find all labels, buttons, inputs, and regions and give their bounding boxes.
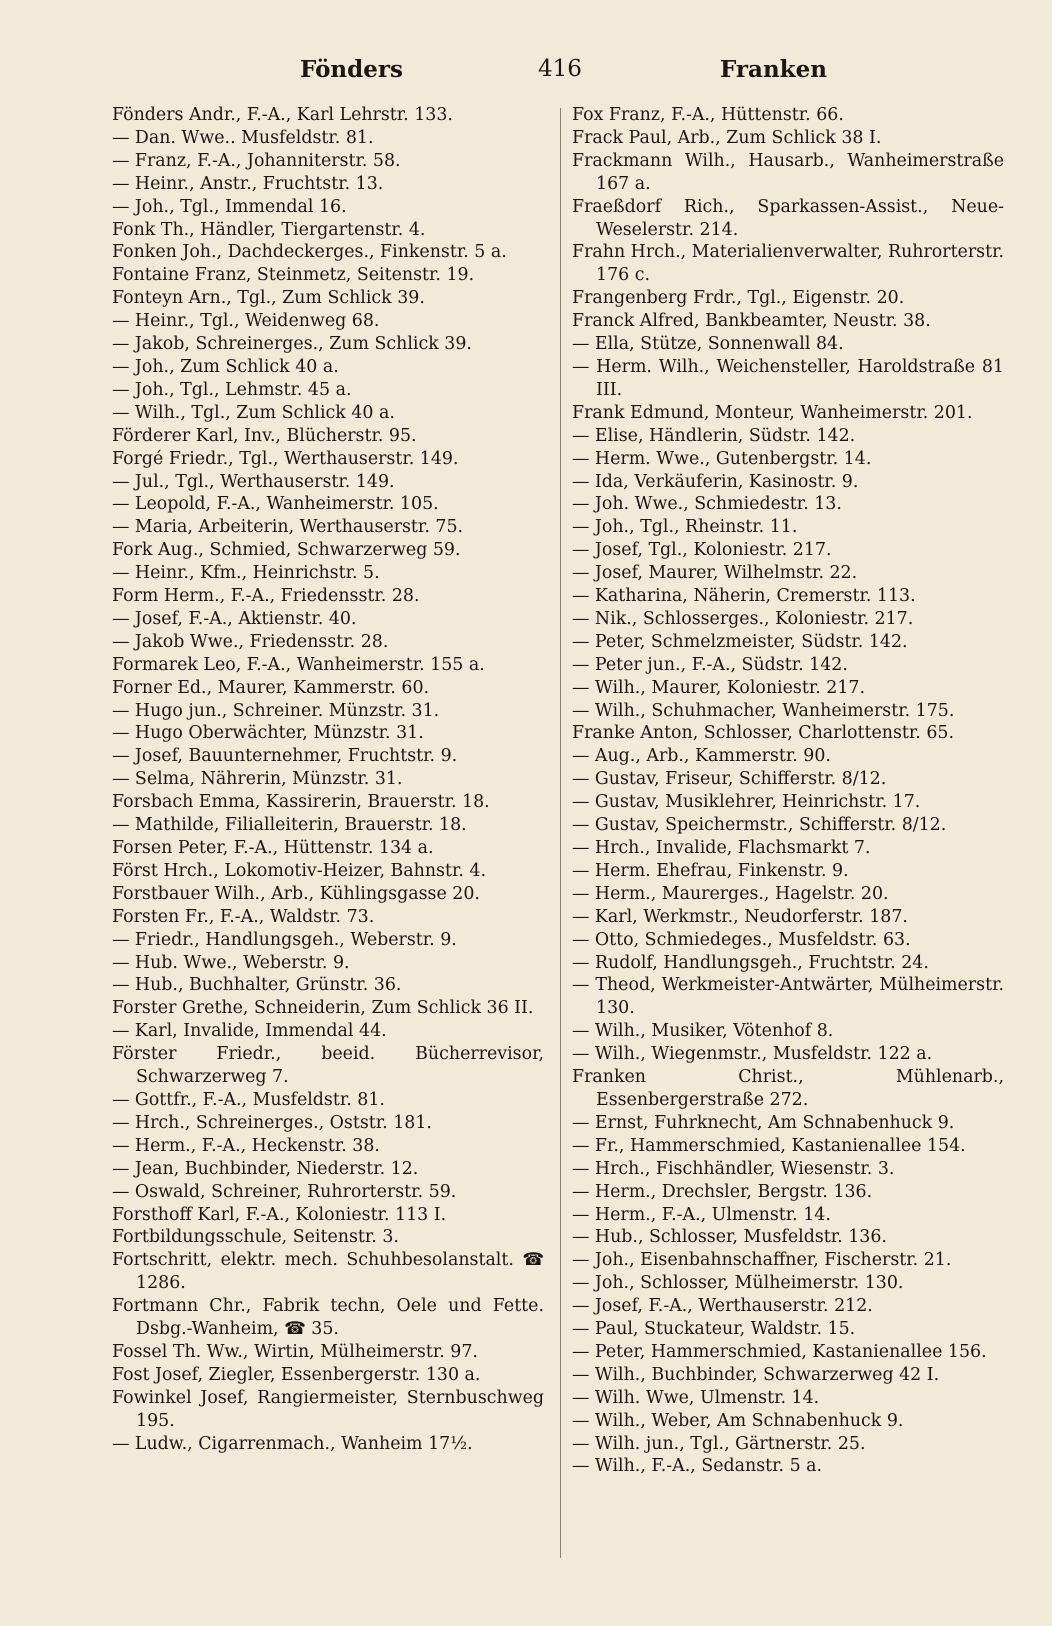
directory-entry: Förster Friedr., beeid. Bücherrevisor, Schwarzerweg 7. <box>112 1044 544 1088</box>
page-header <box>0 56 1052 96</box>
right-column <box>572 104 1004 1478</box>
header-right-keyword: Franken <box>720 56 827 83</box>
header-left-keyword: Fönders <box>300 56 403 83</box>
directory-entry: — Herm. Wwe., Gutenbergstr. 14. <box>572 448 872 469</box>
directory-entry: — Nik., Schlosserges., Koloniestr. 217. <box>572 608 914 629</box>
directory-entry: — Dan. Wwe.. Musfeldstr. 81. <box>112 127 374 148</box>
directory-entry: — Ella, Stütze, Sonnenwall 84. <box>572 334 844 355</box>
directory-entry: Förderer Karl, Inv., Blücherstr. 95. <box>112 425 417 446</box>
directory-entry: Fost Josef, Ziegler, Essenbergerstr. 130 a. <box>112 1364 481 1385</box>
directory-entry: — Herm., Maurerges., Hagelstr. 20. <box>572 883 889 904</box>
directory-entry: Fraeßdorf Rich., Sparkassen-Assist., Neue-Weselerstr. 214. <box>572 196 1004 240</box>
directory-entry: — Heinr., Kfm., Heinrichstr. 5. <box>112 563 380 584</box>
directory-entry: — Hugo Oberwächter, Münzstr. 31. <box>112 723 424 744</box>
directory-entry: — Gustav, Speichermstr., Schifferstr. 8/12. <box>572 815 947 836</box>
directory-entry: — Heinr., Anstr., Fruchtstr. 13. <box>112 173 384 194</box>
directory-entry: Fowinkel Josef, Rangiermeister, Sternbuschweg 195. <box>112 1387 544 1431</box>
directory-entry: Forsbach Emma, Kassirerin, Brauerstr. 18. <box>112 792 490 813</box>
directory-entry: Forsten Fr., F.-A., Waldstr. 73. <box>112 906 375 927</box>
directory-entry: — Maria, Arbeiterin, Werthauserstr. 75. <box>112 517 464 538</box>
directory-entry: — Katharina, Näherin, Cremerstr. 113. <box>572 586 916 607</box>
directory-entry: Forsthoff Karl, F.-A., Koloniestr. 113 I. <box>112 1204 447 1225</box>
directory-entry: — Hub., Schlosser, Musfeldstr. 136. <box>572 1227 887 1248</box>
directory-entry: — Fr., Hammerschmied, Kastanienallee 154. <box>572 1135 966 1156</box>
directory-entry: Fortschritt, elektr. mech. Schuhbesolanstalt. ☎ 1286. <box>112 1250 544 1294</box>
directory-entry: — Ernst, Fuhrknecht, Am Schnabenhuck 9. <box>572 1112 955 1133</box>
directory-entry: Fonteyn Arn., Tgl., Zum Schlick 39. <box>112 288 425 309</box>
directory-entry: — Rudolf, Handlungsgeh., Fruchtstr. 24. <box>572 952 929 973</box>
directory-entry: — Aug., Arb., Kammerstr. 90. <box>572 746 831 767</box>
directory-entry: — Wilh. Wwe, Ulmenstr. 14. <box>572 1387 820 1408</box>
directory-entry: — Josef, F.-A., Werthauserstr. 212. <box>572 1296 873 1317</box>
directory-entry: — Friedr., Handlungsgeh., Weberstr. 9. <box>112 929 457 950</box>
directory-entry: — Wilh., Schuhmacher, Wanheimerstr. 175. <box>572 700 955 721</box>
directory-entry: Form Herm., F.-A., Friedensstr. 28. <box>112 586 420 607</box>
directory-entry: Fortbildungsschule, Seitenstr. 3. <box>112 1227 399 1248</box>
directory-entry: Fossel Th. Ww., Wirtin, Mülheimerstr. 97. <box>112 1341 478 1362</box>
page-number: 416 <box>538 56 582 82</box>
directory-entry: — Hub., Buchhalter, Grünstr. 36. <box>112 975 402 996</box>
directory-entry: Först Hrch., Lokomotiv-Heizer, Bahnstr. 4. <box>112 860 487 881</box>
directory-entry: — Gustav, Musiklehrer, Heinrichstr. 17. <box>572 792 921 813</box>
directory-entry: — Elise, Händlerin, Südstr. 142. <box>572 425 856 446</box>
directory-entry: — Franz, F.-A., Johanniterstr. 58. <box>112 150 401 171</box>
directory-entry: — Peter jun., F.-A., Südstr. 142. <box>572 654 848 675</box>
directory-entry: — Herm., F.-A., Heckenstr. 38. <box>112 1135 380 1156</box>
directory-entry: — Otto, Schmiedeges., Musfeldstr. 63. <box>572 929 911 950</box>
directory-entry: — Wilh. jun., Tgl., Gärtnerstr. 25. <box>572 1433 866 1454</box>
directory-entry: — Jul., Tgl., Werthauserstr. 149. <box>112 471 395 492</box>
column-divider <box>560 108 561 1558</box>
directory-entry: — Joh., Tgl., Lehmstr. 45 a. <box>112 379 352 400</box>
directory-entry: — Joh., Zum Schlick 40 a. <box>112 356 339 377</box>
directory-entry: — Karl, Werkmstr., Neudorferstr. 187. <box>572 906 908 927</box>
directory-entry: — Hub. Wwe., Weberstr. 9. <box>112 952 350 973</box>
directory-entry: — Wilh., Buchbinder, Schwarzerweg 42 I. <box>572 1364 940 1385</box>
directory-entry: — Joh., Schlosser, Mülheimerstr. 130. <box>572 1273 904 1294</box>
directory-entry: Fork Aug., Schmied, Schwarzerweg 59. <box>112 540 461 561</box>
directory-entry: Fox Franz, F.-A., Hüttenstr. 66. <box>572 105 844 125</box>
directory-entry: — Oswald, Schreiner, Ruhrorterstr. 59. <box>112 1181 457 1202</box>
directory-entry: — Karl, Invalide, Immendal 44. <box>112 1021 387 1042</box>
directory-entry: — Theod, Werkmeister-Antwärter, Mülheimerstr. 130. <box>572 975 1004 1019</box>
directory-entry: — Mathilde, Filialleiterin, Brauerstr. 18. <box>112 815 467 836</box>
directory-entry: — Herm. Wilh., Weichensteller, Haroldstraße 81 III. <box>572 356 1004 400</box>
directory-entry: — Gustav, Friseur, Schifferstr. 8/12. <box>572 769 887 790</box>
directory-entry: Franke Anton, Schlosser, Charlottenstr. 65. <box>572 723 954 744</box>
directory-entry: Forner Ed., Maurer, Kammerstr. 60. <box>112 677 430 698</box>
directory-entry: — Wilh., Weber, Am Schnabenhuck 9. <box>572 1410 904 1431</box>
directory-entry: — Jakob Wwe., Friedensstr. 28. <box>112 631 389 652</box>
directory-entry: Formarek Leo, F.-A., Wanheimerstr. 155 a. <box>112 654 485 675</box>
directory-entry: — Gottfr., F.-A., Musfeldstr. 81. <box>112 1089 385 1110</box>
directory-entry: — Wilh., Tgl., Zum Schlick 40 a. <box>112 402 395 423</box>
directory-entry: Franck Alfred, Bankbeamter, Neustr. 38. <box>572 311 931 332</box>
directory-entry: Fontaine Franz, Steinmetz, Seitenstr. 19. <box>112 265 475 286</box>
directory-entry: Fonk Th., Händler, Tiergartenstr. 4. <box>112 219 426 240</box>
directory-entry: — Jakob, Schreinerges., Zum Schlick 39. <box>112 334 472 355</box>
directory-entry: — Josef, Bauunternehmer, Fruchtstr. 9. <box>112 746 458 767</box>
directory-entry: — Herm. Ehefrau, Finkenstr. 9. <box>572 860 849 881</box>
directory-entry: — Peter, Hammerschmied, Kastanienallee 156. <box>572 1341 987 1362</box>
directory-entry: — Paul, Stuckateur, Waldstr. 15. <box>572 1319 856 1340</box>
directory-entry: Forster Grethe, Schneiderin, Zum Schlick 36 II. <box>112 998 534 1019</box>
directory-entry: — Josef, F.-A., Aktienstr. 40. <box>112 608 357 629</box>
directory-entry: — Wilh., Musiker, Vötenhof 8. <box>572 1021 834 1042</box>
directory-entry: — Joh., Tgl., Immendal 16. <box>112 196 347 217</box>
directory-entry: — Wilh., Maurer, Koloniestr. 217. <box>572 677 866 698</box>
directory-entry: Fonken Joh., Dachdeckerges., Finkenstr. 5 a. <box>112 242 507 263</box>
directory-entry: — Leopold, F.-A., Wanheimerstr. 105. <box>112 494 439 515</box>
directory-entry: Frangenberg Frdr., Tgl., Eigenstr. 20. <box>572 288 905 309</box>
directory-entry: — Wilh., F.-A., Sedanstr. 5 a. <box>572 1456 823 1477</box>
directory-entry: — Ludw., Cigarrenmach., Wanheim 17½. <box>112 1433 473 1454</box>
directory-entry: — Jean, Buchbinder, Niederstr. 12. <box>112 1158 419 1179</box>
directory-entry: — Joh. Wwe., Schmiedestr. 13. <box>572 494 842 515</box>
directory-entry: — Herm., F.-A., Ulmenstr. 14. <box>572 1204 831 1225</box>
directory-entry: — Josef, Maurer, Wilhelmstr. 22. <box>572 563 858 584</box>
directory-entry: Fönders Andr., F.-A., Karl Lehrstr. 133. <box>112 105 453 125</box>
directory-entry: Forsen Peter, F.-A., Hüttenstr. 134 a. <box>112 838 434 858</box>
directory-entry: — Selma, Nährerin, Münzstr. 31. <box>112 769 403 790</box>
directory-entry: Fortmann Chr., Fabrik techn, Oele und Fette. Dsbg.-Wanheim, ☎ 35. <box>112 1296 544 1340</box>
directory-entry: — Hugo jun., Schreiner. Münzstr. 31. <box>112 700 440 721</box>
directory-entry: — Hrch., Schreinerges., Oststr. 181. <box>112 1112 432 1133</box>
directory-entry: Frackmann Wilh., Hausarb., Wanheimerstraße 167 a. <box>572 150 1004 194</box>
directory-entry: — Herm., Drechsler, Bergstr. 136. <box>572 1181 873 1202</box>
directory-entry: Forstbauer Wilh., Arb., Kühlingsgasse 20. <box>112 883 480 904</box>
directory-entry: Frank Edmund, Monteur, Wanheimerstr. 201. <box>572 402 973 423</box>
directory-entry: — Ida, Verkäuferin, Kasinostr. 9. <box>572 471 859 492</box>
directory-entry: — Hrch., Fischhändler, Wiesenstr. 3. <box>572 1158 895 1179</box>
directory-entry: — Joh., Tgl., Rheinstr. 11. <box>572 517 798 538</box>
directory-entry: Frahn Hrch., Materialienverwalter, Ruhrorterstr. 176 c. <box>572 242 1005 286</box>
directory-entry: Frack Paul, Arb., Zum Schlick 38 I. <box>572 127 882 148</box>
directory-entry: — Heinr., Tgl., Weidenweg 68. <box>112 311 380 332</box>
directory-entry: — Peter, Schmelzmeister, Südstr. 142. <box>572 631 908 652</box>
directory-entry: — Josef, Tgl., Koloniestr. 217. <box>572 540 832 561</box>
directory-entry: — Joh., Eisenbahnschaffner, Fischerstr. 21. <box>572 1250 952 1271</box>
directory-entry: Franken Christ., Mühlenarb., Essenbergerstraße 272. <box>572 1067 1004 1110</box>
directory-entry: Forgé Friedr., Tgl., Werthauserstr. 149. <box>112 448 459 469</box>
directory-entry: — Wilh., Wiegenmstr., Musfeldstr. 122 a. <box>572 1044 933 1065</box>
directory-entry: — Hrch., Invalide, Flachsmarkt 7. <box>572 838 871 858</box>
left-column <box>112 104 544 1455</box>
